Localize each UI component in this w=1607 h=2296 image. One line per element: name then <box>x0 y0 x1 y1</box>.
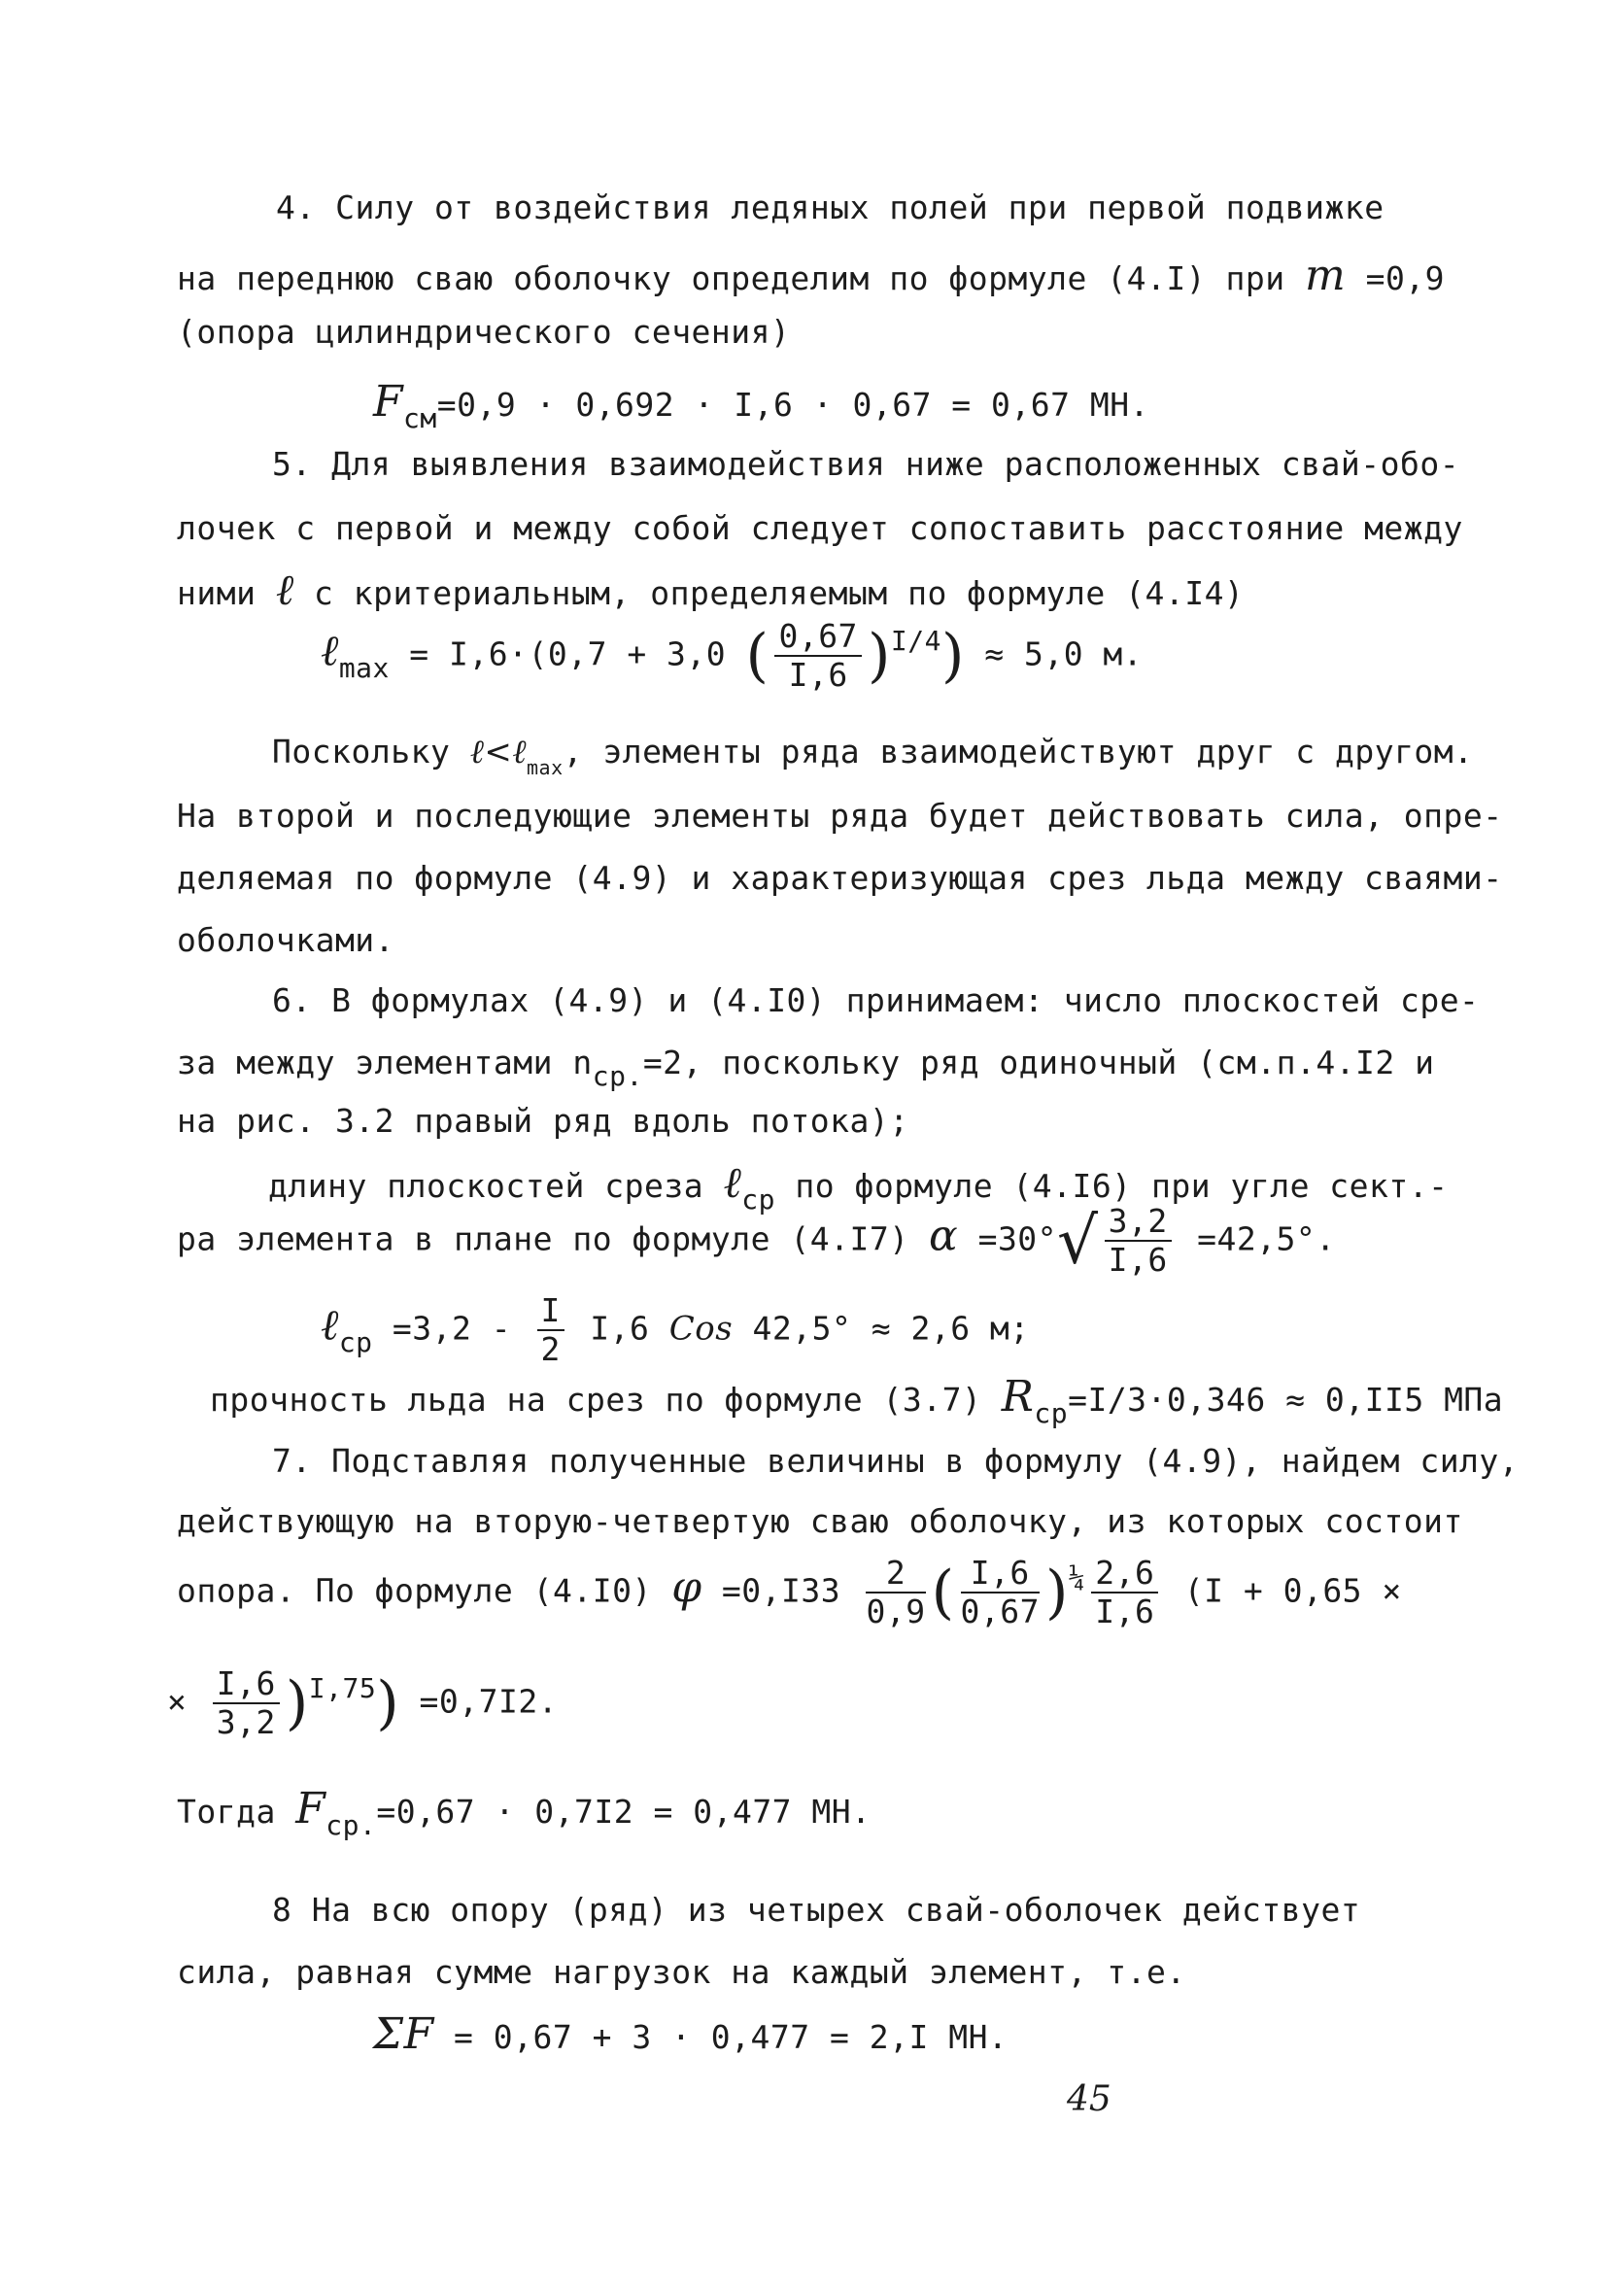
formula-text: =0,9 · 0,692 · I,6 · 0,67 = 0,67 МН. <box>436 386 1149 424</box>
text: ними <box>177 574 276 612</box>
phi-symbol: φ <box>671 1562 702 1613</box>
since-line-4: оболочками. <box>177 921 395 959</box>
paren-open: ( <box>745 622 769 690</box>
fraction-denominator: 0,9 <box>866 1593 926 1630</box>
p6-line-5 <box>177 1203 1336 1279</box>
text: =0,7I2. <box>399 1682 559 1721</box>
n-subscript: ср. <box>592 1060 643 1092</box>
p7-line-4 <box>167 1665 558 1741</box>
lmax-symbol: ℓ <box>321 626 339 676</box>
square-root <box>1057 1203 1178 1279</box>
root-fraction <box>1105 1203 1172 1279</box>
paren-close: ) <box>285 1669 309 1737</box>
text: за между элементами <box>177 1044 573 1081</box>
fraction <box>537 1292 564 1368</box>
fraction-numerator: 0,67 <box>774 618 861 657</box>
text: × <box>167 1682 207 1721</box>
page-number: 45 <box>1067 2079 1111 2119</box>
exponent: I/4 <box>890 624 941 657</box>
exponent: I,75 <box>308 1671 377 1704</box>
fraction-denominator: I,6 <box>788 656 848 694</box>
exponent: ¼ <box>1068 1560 1086 1593</box>
paren-close: ) <box>1044 1559 1069 1627</box>
p8-formula <box>373 2009 1008 2059</box>
p4-line-2 <box>177 251 1445 300</box>
p5-line-1: 5. Для выявления взаимодействия ниже расположенных свай-обо- <box>272 445 1460 483</box>
root-denominator: I,6 <box>1108 1241 1168 1279</box>
formula-text: ≈ 5,0 м. <box>964 634 1144 673</box>
since-line-3: деляемая по формуле (4.9) и характеризующая срез льда между сваями- <box>177 859 1503 897</box>
p6-line-6 <box>210 1372 1504 1429</box>
text: на переднюю сваю оболочку определим по формуле (4.I) при <box>177 259 1305 297</box>
text: =2, поскольку ряд одиночный (см.п.4.I2 и <box>642 1044 1435 1081</box>
p7-line-2: действующую на вторую-четвертую сваю оболочку, из которых состоит <box>177 1502 1463 1540</box>
lcp-subscript: ср <box>338 1325 373 1358</box>
text: =I/3·0,346 ≈ 0,II5 МПа <box>1068 1381 1504 1419</box>
cos-symbol: Cos <box>668 1309 734 1349</box>
p6-formula <box>321 1292 1030 1368</box>
text: длину плоскостей среза <box>268 1167 724 1205</box>
alpha-symbol: α <box>928 1211 959 1261</box>
formula-text: I,6 <box>569 1309 669 1348</box>
root-sign: √ <box>1057 1203 1099 1279</box>
since-line-2: На второй и последующие элементы ряда будет действовать сила, опре- <box>177 797 1503 835</box>
fraction-numerator: I,6 <box>213 1665 280 1704</box>
p7-line-1: 7. Подставляя полученные величины в формулу (4.9), найдем силу, <box>272 1442 1520 1480</box>
p7-line-5 <box>177 1784 872 1841</box>
n-symbol: n <box>572 1044 593 1081</box>
p6-line-4 <box>268 1158 1449 1216</box>
fraction <box>213 1665 280 1741</box>
p6-line-3: на рис. 3.2 правый ряд вдоль потока); <box>177 1102 909 1140</box>
text: , элементы ряда взаимодействуют друг с другом. <box>563 733 1474 771</box>
text: Тогда <box>177 1793 296 1831</box>
p8-line-1: 8 На всю опору (ряд) из четырех свай-оболочек действует <box>272 1891 1361 1929</box>
fraction-numerator: 2 <box>866 1555 925 1593</box>
text: (I + 0,65 × <box>1164 1571 1402 1610</box>
text: =0,9 <box>1346 259 1446 297</box>
fraction <box>961 1555 1040 1630</box>
comparison-subscript: max <box>527 756 564 779</box>
p4-formula <box>373 377 1149 434</box>
r-symbol: R <box>1001 1372 1035 1422</box>
formula-text: = 0,67 + 3 · 0,477 = 2,I МН. <box>433 2018 1009 2056</box>
fraction-denominator: 2 <box>540 1330 561 1368</box>
f-subscript: см <box>403 402 437 434</box>
lcp-subscript: ср <box>741 1183 776 1216</box>
m-symbol: m <box>1304 251 1347 300</box>
formula-text: 42,5° ≈ 2,6 м; <box>733 1309 1030 1348</box>
fraction-numerator: I,6 <box>961 1555 1040 1593</box>
text: с критериальным, определяемым по формуле (4.I4) <box>293 574 1245 612</box>
fraction-numerator: I <box>537 1292 564 1331</box>
fraction-denominator: 3,2 <box>216 1703 276 1741</box>
formula-text: = I,6·(0,7 + 3,0 <box>389 634 746 673</box>
p5-line-2: лочек с первой и между собой следует сопоставить расстояние между <box>177 509 1463 547</box>
fcp-symbol: F <box>295 1784 326 1833</box>
comparison: ℓ<ℓ <box>469 733 527 771</box>
p4-line-3: (опора цилиндрического сечения) <box>177 313 791 351</box>
paren-close: ) <box>940 622 965 690</box>
text: по формуле (4.I6) при угле сект.- <box>775 1167 1449 1205</box>
lmax-subscript: max <box>338 651 390 684</box>
text: ра элемента в плане по формуле (4.I7) <box>177 1219 929 1258</box>
p5-formula <box>321 618 1143 694</box>
r-subscript: ср <box>1034 1397 1069 1429</box>
lcp-symbol: ℓ <box>723 1158 742 1208</box>
fraction <box>774 618 861 694</box>
fraction <box>866 1555 925 1630</box>
sum-symbol: ΣF <box>373 2009 434 2059</box>
text: Поскольку <box>272 733 470 771</box>
p7-line-3 <box>177 1555 1402 1630</box>
p8-line-2: сила, равная сумме нагрузок на каждый элемент, т.е. <box>177 1953 1186 1991</box>
text: =0,I33 <box>701 1571 861 1610</box>
paren-open: ( <box>931 1559 955 1627</box>
text: =30° <box>958 1219 1058 1258</box>
text: =0,67 · 0,7I2 = 0,477 МН. <box>376 1793 872 1831</box>
fraction-denominator: 0,67 <box>960 1593 1040 1630</box>
f-symbol: F <box>373 377 404 427</box>
text: прочность льда на срез по формуле (3.7) <box>210 1381 1002 1419</box>
text: =42,5°. <box>1177 1219 1336 1258</box>
paren-close: ) <box>376 1669 400 1737</box>
since-line-1 <box>272 733 1474 779</box>
l-symbol: ℓ <box>275 565 294 615</box>
p6-line-1: 6. В формулах (4.9) и (4.I0) принимаем: число плоскостей сре- <box>272 981 1480 1019</box>
fraction <box>1091 1555 1158 1630</box>
fraction-denominator: I,6 <box>1095 1593 1155 1630</box>
p6-line-2 <box>177 1044 1435 1092</box>
fraction-numerator: 2,6 <box>1091 1555 1158 1593</box>
root-numerator: 3,2 <box>1105 1203 1172 1242</box>
formula-text: =3,2 - <box>372 1309 531 1348</box>
paren-close: ) <box>867 622 891 690</box>
fcp-subscript: ср. <box>325 1809 377 1841</box>
lcp-symbol: ℓ <box>321 1300 339 1351</box>
text: опора. По формуле (4.I0) <box>177 1571 672 1610</box>
p4-line-1: 4. Силу от воздействия ледяных полей при первой подвижке <box>276 188 1385 226</box>
p5-line-3 <box>177 565 1244 615</box>
